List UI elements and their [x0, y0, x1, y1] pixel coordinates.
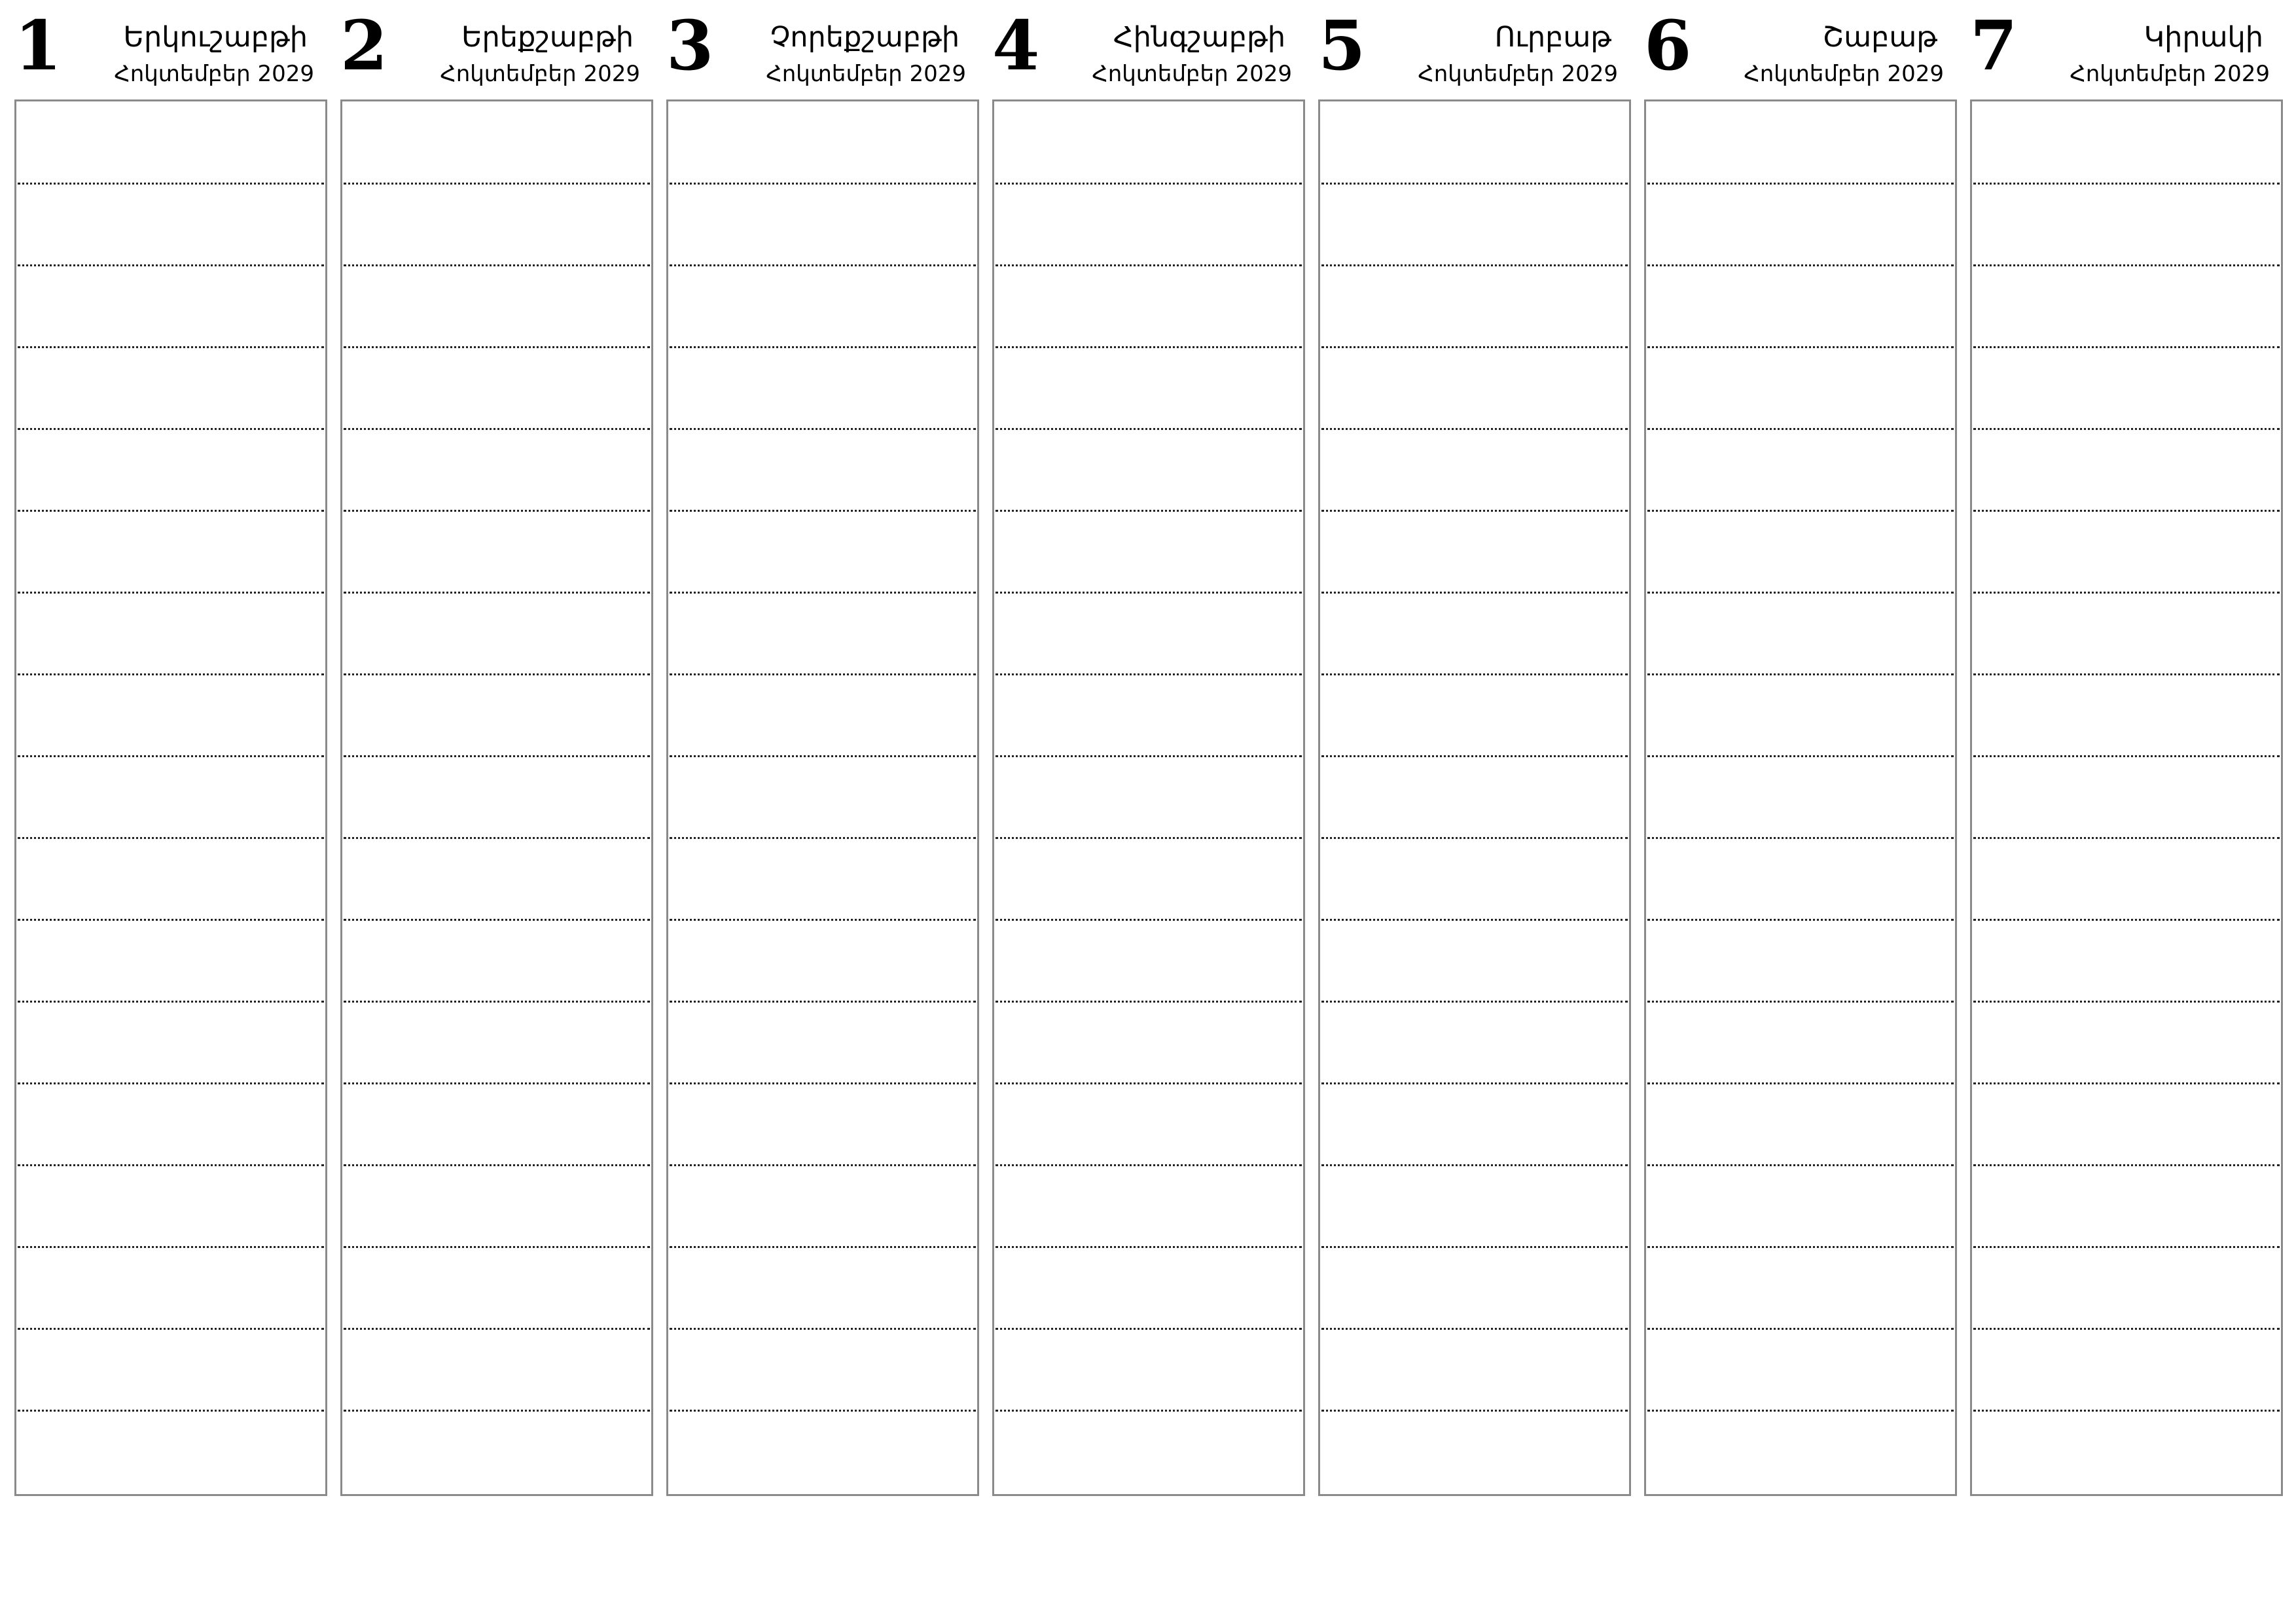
- weekday-name: Շաբաթ: [1822, 21, 1937, 54]
- ruling-line: [344, 837, 650, 839]
- day-number: 7: [1970, 5, 2018, 86]
- ruling-line: [18, 673, 324, 675]
- ruling-line: [670, 592, 976, 594]
- ruling-line: [1647, 592, 1954, 594]
- ruling-line: [18, 428, 324, 430]
- ruling-line: [996, 428, 1302, 430]
- ruling-line: [1321, 183, 1628, 185]
- weekday-name: Կիրակի: [2144, 21, 2263, 54]
- ruling-line: [1321, 428, 1628, 430]
- ruling-line: [996, 755, 1302, 757]
- day-number: 2: [340, 5, 388, 86]
- day-header: [666, 0, 979, 99]
- ruling-line: [344, 592, 650, 594]
- ruling-line: [670, 1164, 976, 1166]
- ruling-line: [1647, 1164, 1954, 1166]
- ruling-line: [670, 1082, 976, 1084]
- ruling-line: [1647, 1001, 1954, 1003]
- ruling-line: [1647, 1410, 1954, 1412]
- ruling-line: [1647, 264, 1954, 266]
- ruling-line: [670, 183, 976, 185]
- ruling-line: [996, 346, 1302, 348]
- ruling-line: [18, 1246, 324, 1248]
- ruling-line: [670, 1001, 976, 1003]
- ruling-line: [670, 510, 976, 512]
- ruling-line: [996, 673, 1302, 675]
- ruling-line: [1321, 592, 1628, 594]
- weekday-name: Երկուշաբթի: [123, 21, 308, 54]
- ruling-line: [1973, 1082, 2280, 1084]
- ruling-line: [1647, 673, 1954, 675]
- ruling-line: [18, 1164, 324, 1166]
- ruling-line: [996, 264, 1302, 266]
- day-column-2: [340, 0, 653, 99]
- ruling-line: [344, 1001, 650, 1003]
- day-column-7: [1970, 0, 2283, 99]
- month-year-label: Հոկտեմբեր 2029: [1092, 61, 1292, 87]
- month-year-label: Հոկտեմբեր 2029: [114, 61, 314, 87]
- ruling-line: [670, 1328, 976, 1330]
- ruling-line: [1973, 264, 2280, 266]
- ruling-line: [1973, 592, 2280, 594]
- ruling-line: [1321, 1410, 1628, 1412]
- ruling-line: [1321, 346, 1628, 348]
- ruling-line: [670, 919, 976, 921]
- ruling-line: [344, 755, 650, 757]
- ruling-line: [1973, 1001, 2280, 1003]
- ruling-line: [344, 428, 650, 430]
- day-number: 4: [992, 5, 1040, 86]
- ruling-line: [1647, 755, 1954, 757]
- ruling-line: [670, 673, 976, 675]
- ruling-line: [670, 346, 976, 348]
- ruling-line: [670, 264, 976, 266]
- day-writing-area[interactable]: [666, 99, 979, 1496]
- ruling-line: [996, 1328, 1302, 1330]
- day-number: 1: [14, 5, 62, 86]
- ruling-line: [1647, 837, 1954, 839]
- ruling-line: [1321, 1164, 1628, 1166]
- month-year-label: Հոկտեմբեր 2029: [2070, 61, 2270, 87]
- day-column-3: [666, 0, 979, 99]
- ruling-line: [344, 264, 650, 266]
- ruling-line: [670, 428, 976, 430]
- weekday-name: Հինգշաբթի: [1113, 21, 1285, 54]
- ruling-line: [1321, 673, 1628, 675]
- ruling-line: [18, 592, 324, 594]
- month-year-label: Հոկտեմբեր 2029: [440, 61, 640, 87]
- ruling-line: [996, 837, 1302, 839]
- day-writing-area[interactable]: [1644, 99, 1957, 1496]
- ruling-line: [996, 919, 1302, 921]
- ruling-line: [1973, 1164, 2280, 1166]
- ruling-line: [1973, 346, 2280, 348]
- day-column-5: [1318, 0, 1631, 99]
- weekday-name: Չորեքշաբթի: [770, 21, 960, 54]
- ruling-line: [1973, 755, 2280, 757]
- ruling-line: [18, 264, 324, 266]
- day-writing-area[interactable]: [14, 99, 327, 1496]
- ruling-line: [18, 1410, 324, 1412]
- ruling-line: [1973, 1328, 2280, 1330]
- ruling-line: [344, 1164, 650, 1166]
- day-writing-area[interactable]: [340, 99, 653, 1496]
- month-year-label: Հոկտեմբեր 2029: [1418, 61, 1618, 87]
- ruling-line: [1321, 1328, 1628, 1330]
- day-column-4: [992, 0, 1305, 99]
- day-header: [14, 0, 327, 99]
- ruling-line: [344, 183, 650, 185]
- ruling-line: [344, 1410, 650, 1412]
- ruling-line: [18, 1082, 324, 1084]
- ruling-line: [670, 1410, 976, 1412]
- ruling-line: [1321, 755, 1628, 757]
- ruling-line: [344, 346, 650, 348]
- ruling-line: [18, 510, 324, 512]
- ruling-line: [1973, 183, 2280, 185]
- day-number: 3: [666, 5, 714, 86]
- ruling-line: [18, 755, 324, 757]
- ruling-line: [18, 183, 324, 185]
- ruling-line: [1647, 510, 1954, 512]
- ruling-line: [1321, 1082, 1628, 1084]
- ruling-line: [1321, 837, 1628, 839]
- day-number: 6: [1644, 5, 1692, 86]
- ruling-line: [1973, 1410, 2280, 1412]
- ruling-line: [996, 510, 1302, 512]
- day-writing-area[interactable]: [1970, 99, 2283, 1496]
- ruling-line: [996, 1164, 1302, 1166]
- ruling-line: [344, 673, 650, 675]
- ruling-line: [18, 1001, 324, 1003]
- ruling-line: [18, 919, 324, 921]
- ruling-line: [996, 1001, 1302, 1003]
- ruling-line: [670, 837, 976, 839]
- ruling-line: [1321, 1246, 1628, 1248]
- month-year-label: Հոկտեմբեր 2029: [1744, 61, 1944, 87]
- ruling-line: [670, 1246, 976, 1248]
- ruling-line: [1321, 264, 1628, 266]
- day-column-1: [14, 0, 327, 99]
- ruling-line: [1647, 1246, 1954, 1248]
- ruling-line: [1647, 183, 1954, 185]
- day-column-6: [1644, 0, 1957, 99]
- ruling-line: [996, 1246, 1302, 1248]
- ruling-line: [1647, 428, 1954, 430]
- ruling-line: [18, 1328, 324, 1330]
- ruling-line: [1973, 919, 2280, 921]
- day-header: [1318, 0, 1631, 99]
- ruling-line: [996, 1082, 1302, 1084]
- ruling-line: [344, 1328, 650, 1330]
- ruling-line: [344, 1246, 650, 1248]
- ruling-line: [1973, 1246, 2280, 1248]
- ruling-line: [1321, 510, 1628, 512]
- ruling-line: [344, 1082, 650, 1084]
- ruling-line: [670, 755, 976, 757]
- ruling-line: [996, 592, 1302, 594]
- day-header: [1970, 0, 2283, 99]
- ruling-line: [1647, 919, 1954, 921]
- day-number: 5: [1318, 5, 1366, 86]
- ruling-line: [1973, 673, 2280, 675]
- ruling-line: [1647, 1328, 1954, 1330]
- ruling-line: [1321, 919, 1628, 921]
- ruling-line: [1973, 428, 2280, 430]
- ruling-line: [1973, 510, 2280, 512]
- weekday-name: Ուրբաթ: [1494, 21, 1611, 54]
- ruling-line: [1321, 1001, 1628, 1003]
- month-year-label: Հոկտեմբեր 2029: [766, 61, 966, 87]
- day-header: [992, 0, 1305, 99]
- ruling-line: [18, 346, 324, 348]
- ruling-line: [1647, 346, 1954, 348]
- day-writing-area[interactable]: [1318, 99, 1631, 1496]
- weekday-name: Երեքշաբթի: [461, 21, 634, 54]
- ruling-line: [1647, 1082, 1954, 1084]
- ruling-line: [344, 510, 650, 512]
- day-header: [1644, 0, 1957, 99]
- ruling-line: [18, 837, 324, 839]
- day-writing-area[interactable]: [992, 99, 1305, 1496]
- ruling-line: [996, 183, 1302, 185]
- ruling-line: [1973, 837, 2280, 839]
- day-header: [340, 0, 653, 99]
- ruling-line: [344, 919, 650, 921]
- ruling-line: [996, 1410, 1302, 1412]
